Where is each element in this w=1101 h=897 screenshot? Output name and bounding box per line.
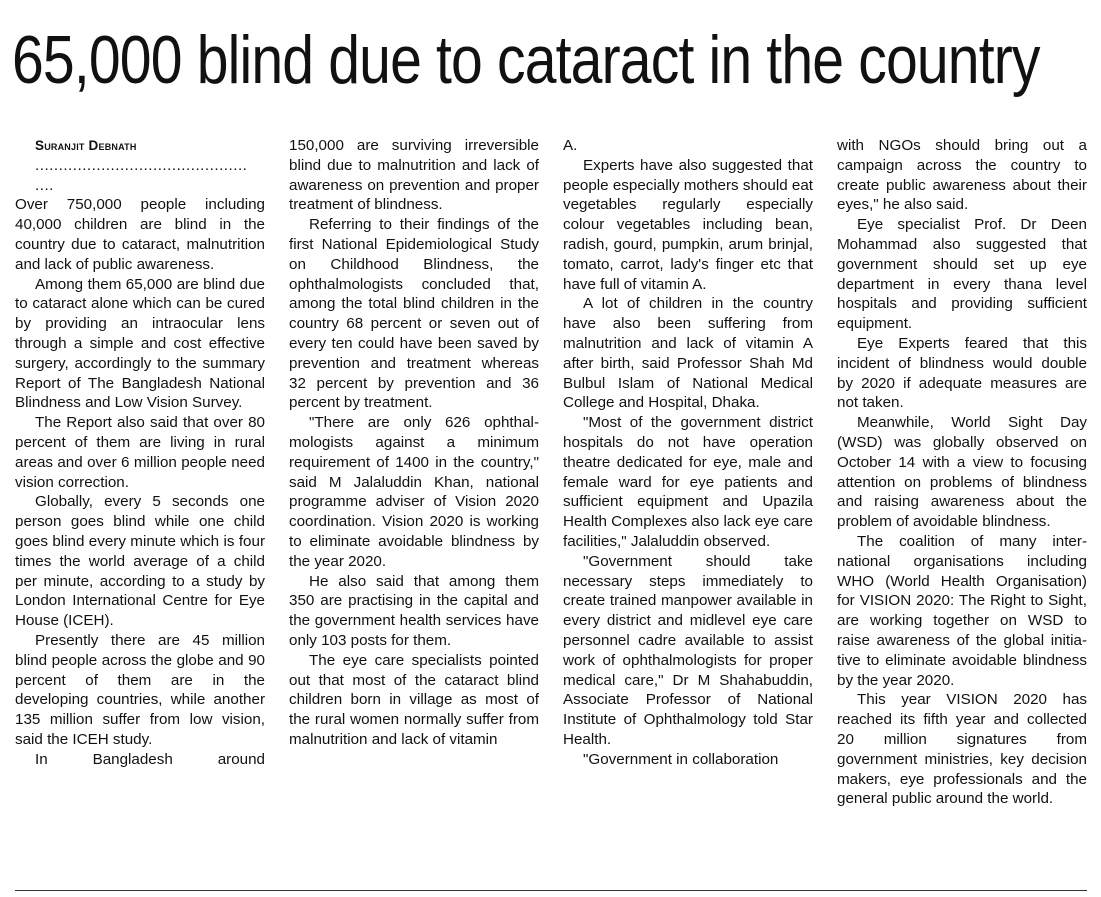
- column-1: [15, 136, 265, 809]
- paragraph: The eye care specialists pointed out that most of the cataract blind children born in village as most of the rural women normally suffer from malnutrition and lack of vitamin: [289, 651, 539, 748]
- byline-dots-2: ....: [35, 176, 54, 194]
- paragraph: The coalition of many international organisations including WHO (World Health Organisation) for VISION 2020: The Right to Sight, are working together on WSD to raise awareness of the global initiative to eliminate avoidable blindness by the year 2020.: [837, 532, 1087, 689]
- article-columns: [15, 136, 1087, 809]
- byline: Suranjit Debnath: [35, 138, 137, 153]
- column-2: [289, 136, 539, 809]
- paragraph: This year VISION 2020 has reached its fifth year and collected 20 million signatures from government ministries, key decision makers, eye professionals and the general public around the world.: [837, 691, 1087, 808]
- byline-dots: .............................................: [35, 156, 248, 174]
- paragraph: A.: [563, 137, 578, 154]
- paragraph: "Most of the government district hospitals do not have operation theatre dedicated for eye, male and female ward for eye patients and sufficient equipment and Upazila Health Complexes also lack eye care facilities," Jalaluddin observed.: [563, 414, 813, 550]
- column-4: [837, 136, 1087, 809]
- paragraph: Referring to their findings of the first National Epidemiological Study on Childhood Blindness, the ophthalmologists concluded that, among the total blind children in the country 68 percent or seven out of every ten could have been saved by prevention and treatment whereas 32 percent by prevention and 36 percent by treatment.: [289, 216, 539, 412]
- paragraph: Meanwhile, World Sight Day (WSD) was globally observed on October 14 with a view to focusing attention on problems of blindness and raising awareness about the problem of avoidable blindness.: [837, 414, 1087, 531]
- paragraph: "Government should take necessary steps immediately to create trained manpower available in every district and midlevel eye care personnel cadre available to assist work of ophthalmologists for proper medical care," Dr M Shahabuddin, Associate Professor of National Institute of Ophthalmology told Star Health.: [563, 552, 813, 748]
- headline: 65,000 blind due to cataract in the country: [12, 22, 1040, 98]
- paragraph: In Bangladesh around: [35, 750, 265, 768]
- paragraph: Eye specialist Prof. Dr Deen Mohammad also suggested that government should set up eye department in every thana level hospitals and providing sufficient equipment.: [837, 216, 1087, 333]
- paragraph: "Government in collaboration: [583, 750, 779, 768]
- paragraph: He also said that among them 350 are practising in the capital and the government health services have only 103 posts for them.: [289, 572, 539, 649]
- paragraph: "There are only 626 ophthalmologists against a minimum requirement of 1400 in the country," said M Jalaluddin Khan, national programme adviser of Vision 2020 coordination. Vision 2020 is working to eliminate avoidable blindness by the year 2020.: [289, 414, 539, 570]
- paragraph: Globally, every 5 seconds one person goes blind while one child goes blind every minute which is four times the world average of a child per minute, according to a study by London International Centre for Eye House (ICEH).: [15, 493, 265, 630]
- paragraph: Presently there are 45 million blind people across the globe and 90 percent of them are in the developing countries, while another 135 million suffer from low vision, said the ICEH study.: [15, 631, 265, 748]
- paragraph: 150,000 are surviving irreversible blind due to malnutrition and lack of awareness on prevention and proper treatment of blindness.: [289, 137, 539, 214]
- paragraph: A lot of children in the country have also been suffering from malnutrition and lack of vitamin A after birth, said Professor Shah Md Bulbul Islam of National Medical College and Hospital, Dhaka.: [563, 295, 813, 412]
- column-3: [563, 136, 813, 809]
- paragraph: Eye Experts feared that this incident of blindness would double by 2020 if adequate measures are not taken.: [837, 334, 1087, 412]
- paragraph: Over 750,000 people including 40,000 children are blind in the country due to cataract, malnutrition and lack of public awareness.: [15, 196, 265, 273]
- paragraph: Among them 65,000 are blind due to cataract alone which can be cured by providing an intraocular lens through a simple and cost effective surgery, accordingly to the summary Report of The Bangladesh National Blindness and Low Vision Survey.: [15, 275, 265, 412]
- bottom-rule: [15, 890, 1087, 891]
- paragraph: Experts have also suggested that people especially mothers should eat vegetables regularly especially colour vegetables including bean, radish, gourd, pumpkin, arum brinjal, tomato, carrot, lady's finger etc that have full of vitamin A.: [563, 156, 813, 293]
- paragraph: with NGOs should bring out a campaign across the country to create public awareness about their eyes," he also said.: [837, 137, 1087, 214]
- paragraph: The Report also said that over 80 percent of them are living in rural areas and over 6 million people need vision correction.: [15, 414, 265, 491]
